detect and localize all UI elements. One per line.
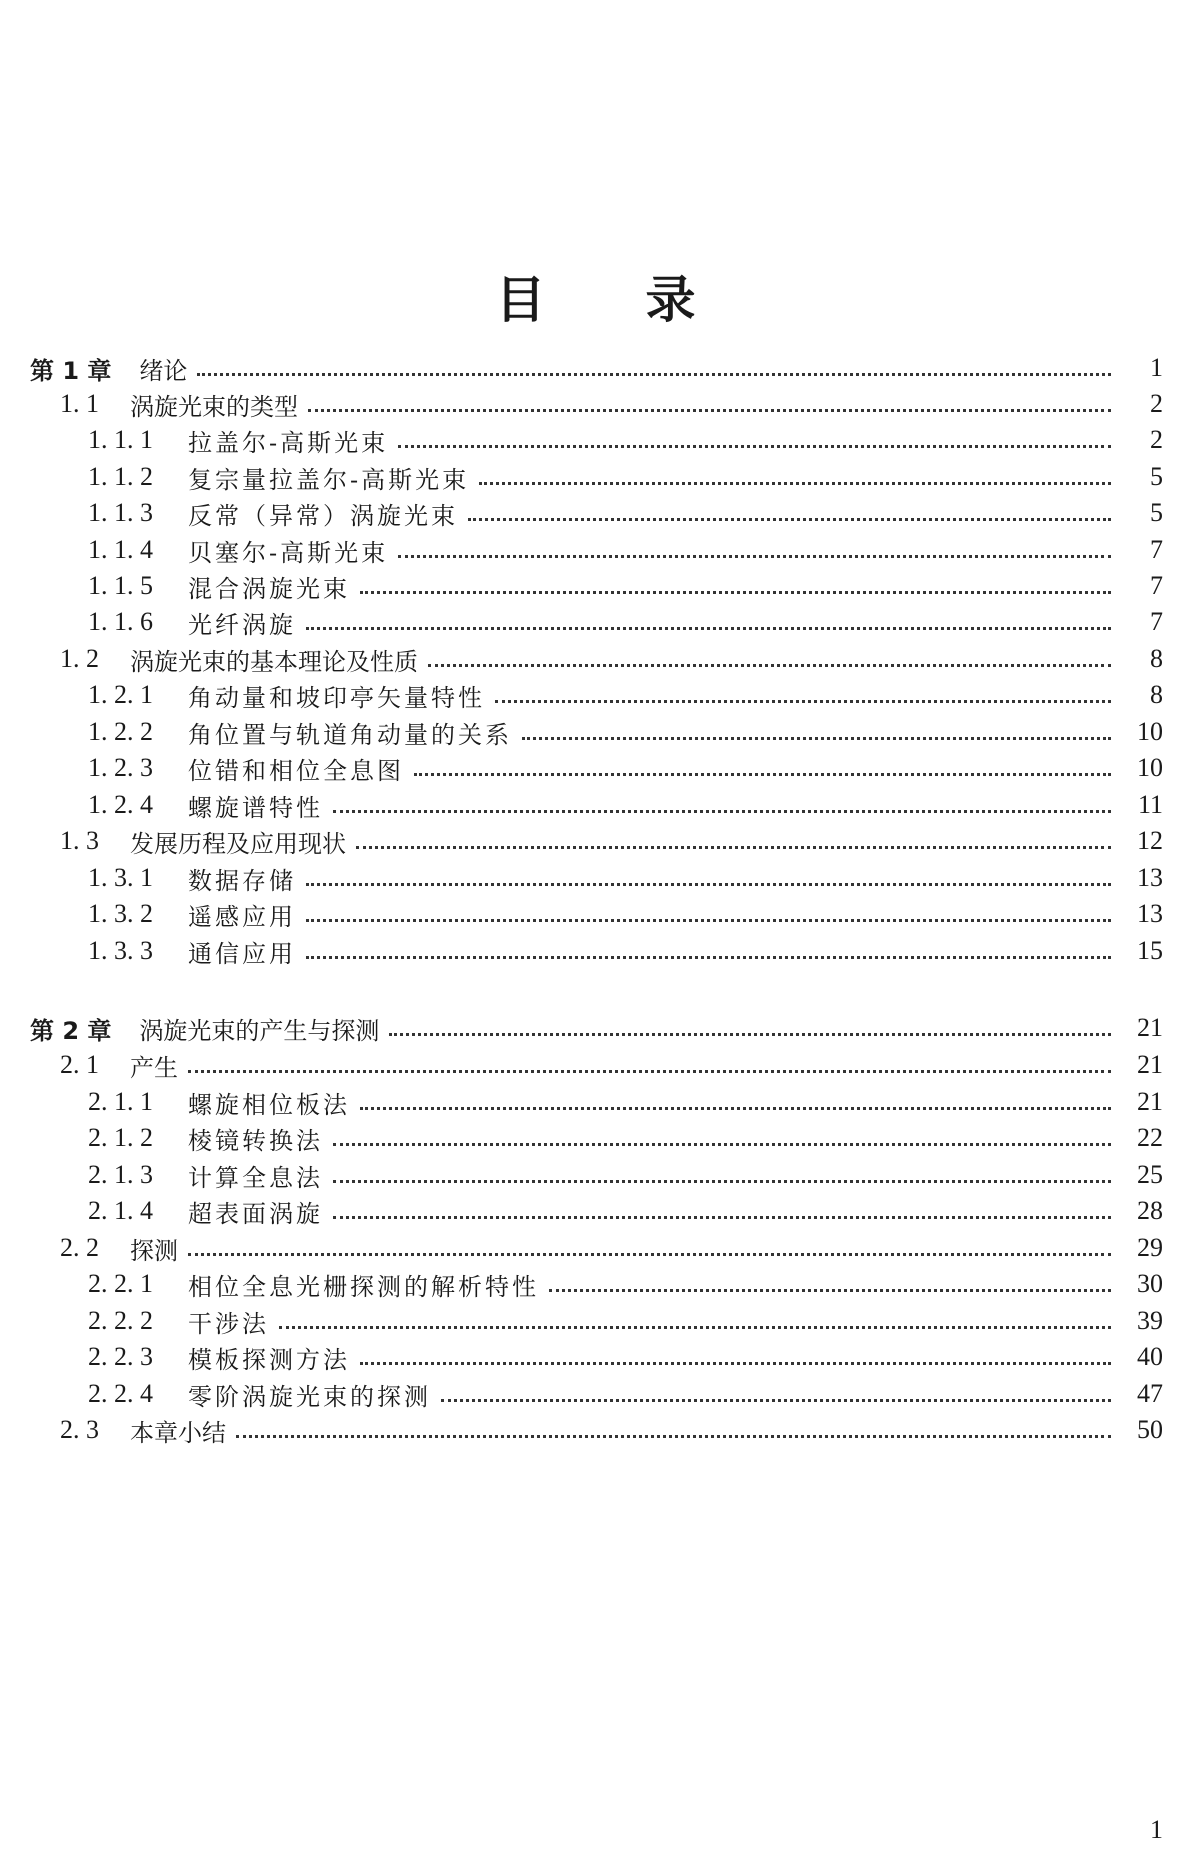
toc-entry-title: 遥感应用	[188, 902, 296, 931]
toc-entry-page: 5	[1150, 498, 1163, 527]
toc-entry-number: 2. 2. 3	[88, 1342, 153, 1371]
dot-leader	[188, 1253, 1111, 1256]
toc-entry-title: 通信应用	[188, 939, 296, 968]
toc-entry-title: 复宗量拉盖尔-高斯光束	[188, 465, 470, 494]
toc-entry-number: 第 2 章	[30, 1016, 112, 1045]
dot-leader	[441, 1399, 1111, 1402]
dot-leader	[236, 1435, 1111, 1438]
dot-leader	[333, 1143, 1111, 1146]
toc-entry-page: 11	[1137, 790, 1163, 819]
toc-entry-page: 5	[1150, 462, 1163, 491]
toc-entry-number: 1. 2. 3	[88, 753, 153, 782]
toc-entry-title: 螺旋谱特性	[188, 793, 323, 822]
toc-entry-title: 超表面涡旋	[188, 1199, 323, 1228]
toc-entry-page: 10	[1137, 717, 1163, 746]
toc-entry-page: 1	[1150, 353, 1163, 382]
toc-entry-page: 30	[1137, 1269, 1163, 1298]
toc-entry-page: 7	[1150, 535, 1163, 564]
dot-leader	[308, 409, 1111, 412]
toc-entry-page: 15	[1137, 936, 1163, 965]
toc-entry-title: 数据存储	[188, 866, 296, 895]
toc-entry-title: 探测	[130, 1236, 178, 1265]
toc-entry-page: 2	[1150, 389, 1163, 418]
dot-leader	[356, 846, 1111, 849]
toc-entry-title: 棱镜转换法	[188, 1126, 323, 1155]
toc-entry-section[interactable]	[0, 1408, 1191, 1452]
toc-entry-page: 7	[1150, 571, 1163, 600]
dot-leader	[306, 627, 1111, 630]
toc-entry-page: 39	[1137, 1306, 1163, 1335]
toc-entry-number: 1. 1	[60, 389, 99, 418]
dot-leader	[414, 773, 1111, 776]
toc-entry-number: 2. 2	[60, 1233, 99, 1262]
toc-entry-number: 1. 2. 1	[88, 680, 153, 709]
toc-entry-title: 绪论	[139, 356, 188, 385]
toc-entry-title: 涡旋光束的基本理论及性质	[130, 647, 418, 676]
toc-entry-number: 1. 1. 2	[88, 462, 153, 491]
toc-entry-number: 2. 1. 3	[88, 1160, 153, 1189]
toc-entry-number: 第 1 章	[30, 356, 112, 385]
toc-entry-page: 22	[1137, 1123, 1163, 1152]
toc-entry-title: 相位全息光栅探测的解析特性	[188, 1272, 539, 1301]
toc-entry-number: 1. 2	[60, 644, 99, 673]
dot-leader	[468, 518, 1111, 521]
toc-entry-page: 12	[1137, 826, 1163, 855]
dot-leader	[479, 482, 1111, 485]
toc-entry-number: 2. 1. 4	[88, 1196, 153, 1225]
toc-entry-title: 位错和相位全息图	[188, 756, 404, 785]
toc-entry-title: 干涉法	[188, 1309, 269, 1338]
toc-entry-number: 2. 1. 1	[88, 1087, 153, 1116]
toc-entry-page: 13	[1137, 863, 1163, 892]
toc-entry-title: 螺旋相位板法	[188, 1090, 350, 1119]
toc-entry-title: 涡旋光束的产生与探测	[139, 1016, 380, 1045]
toc-entry-title: 角动量和坡印亭矢量特性	[188, 683, 485, 712]
toc-entry-page: 2	[1150, 425, 1163, 454]
toc-entry-number: 1. 3	[60, 826, 99, 855]
toc-entry-title: 涡旋光束的类型	[130, 392, 298, 421]
toc-entry-page: 10	[1137, 753, 1163, 782]
dot-leader	[306, 956, 1111, 959]
dot-leader	[398, 445, 1111, 448]
toc-entry-page: 50	[1137, 1415, 1163, 1444]
toc-entry-number: 1. 2. 4	[88, 790, 153, 819]
toc-entry-title: 本章小结	[130, 1418, 226, 1447]
toc-entry-page: 21	[1137, 1050, 1163, 1079]
toc-entry-page: 25	[1137, 1160, 1163, 1189]
toc-entry-page: 21	[1137, 1087, 1163, 1116]
toc-entry-number: 1. 3. 1	[88, 863, 153, 892]
toc-entry-number: 2. 2. 2	[88, 1306, 153, 1335]
toc-entry-page: 29	[1137, 1233, 1163, 1262]
toc-entry-number: 1. 2. 2	[88, 717, 153, 746]
toc-entry-title: 产生	[130, 1053, 178, 1082]
toc-entry-title: 发展历程及应用现状	[130, 829, 346, 858]
toc-entry-title: 反常（异常）涡旋光束	[188, 501, 458, 530]
toc-entry-page: 21	[1137, 1013, 1163, 1042]
toc-entry-number: 1. 1. 4	[88, 535, 153, 564]
toc-entry-number: 2. 3	[60, 1415, 99, 1444]
dot-leader	[389, 1033, 1111, 1036]
toc-entry-page: 7	[1150, 607, 1163, 636]
dot-leader	[549, 1289, 1111, 1292]
toc-entry-page: 40	[1137, 1342, 1163, 1371]
toc-entry-number: 1. 1. 1	[88, 425, 153, 454]
toc-entry-title: 模板探测方法	[188, 1345, 350, 1374]
page-number: 1	[1150, 1815, 1163, 1844]
toc-entry-number: 1. 3. 3	[88, 936, 153, 965]
toc-entry-number: 2. 2. 1	[88, 1269, 153, 1298]
dot-leader	[360, 591, 1111, 594]
dot-leader	[428, 664, 1111, 667]
toc-entry-page: 8	[1150, 644, 1163, 673]
toc-entry-number: 2. 2. 4	[88, 1379, 153, 1408]
dot-leader	[306, 883, 1111, 886]
toc-entry-page: 28	[1137, 1196, 1163, 1225]
toc-entry-title: 计算全息法	[188, 1163, 323, 1192]
toc-entry-title: 光纤涡旋	[188, 610, 296, 639]
toc-entry-title: 贝塞尔-高斯光束	[188, 538, 389, 567]
toc-entry-number: 2. 1	[60, 1050, 99, 1079]
dot-leader	[495, 700, 1111, 703]
toc-entry-title: 角位置与轨道角动量的关系	[188, 720, 512, 749]
toc-entry-page: 13	[1137, 899, 1163, 928]
toc-entry-number: 1. 1. 6	[88, 607, 153, 636]
dot-leader	[333, 1180, 1111, 1183]
toc-entry-title: 零阶涡旋光束的探测	[188, 1382, 431, 1411]
toc-entry-page: 8	[1150, 680, 1163, 709]
dot-leader	[333, 810, 1111, 813]
dot-leader	[398, 555, 1111, 558]
dot-leader	[333, 1216, 1111, 1219]
dot-leader	[279, 1326, 1111, 1329]
toc-entry-number: 1. 3. 2	[88, 899, 153, 928]
dot-leader	[360, 1362, 1111, 1365]
toc-entry-title: 混合涡旋光束	[188, 574, 350, 603]
toc-entry-number: 2. 1. 2	[88, 1123, 153, 1152]
dot-leader	[522, 737, 1111, 740]
toc-entry-number: 1. 1. 3	[88, 498, 153, 527]
toc-entry-number: 1. 1. 5	[88, 571, 153, 600]
dot-leader	[360, 1107, 1111, 1110]
toc-entry-subsection[interactable]	[0, 929, 1191, 973]
toc-entry-title: 拉盖尔-高斯光束	[188, 428, 389, 457]
dot-leader	[197, 373, 1111, 376]
toc-entry-page: 47	[1137, 1379, 1163, 1408]
dot-leader	[188, 1070, 1111, 1073]
page-title: 目录	[495, 271, 796, 329]
dot-leader	[306, 919, 1111, 922]
